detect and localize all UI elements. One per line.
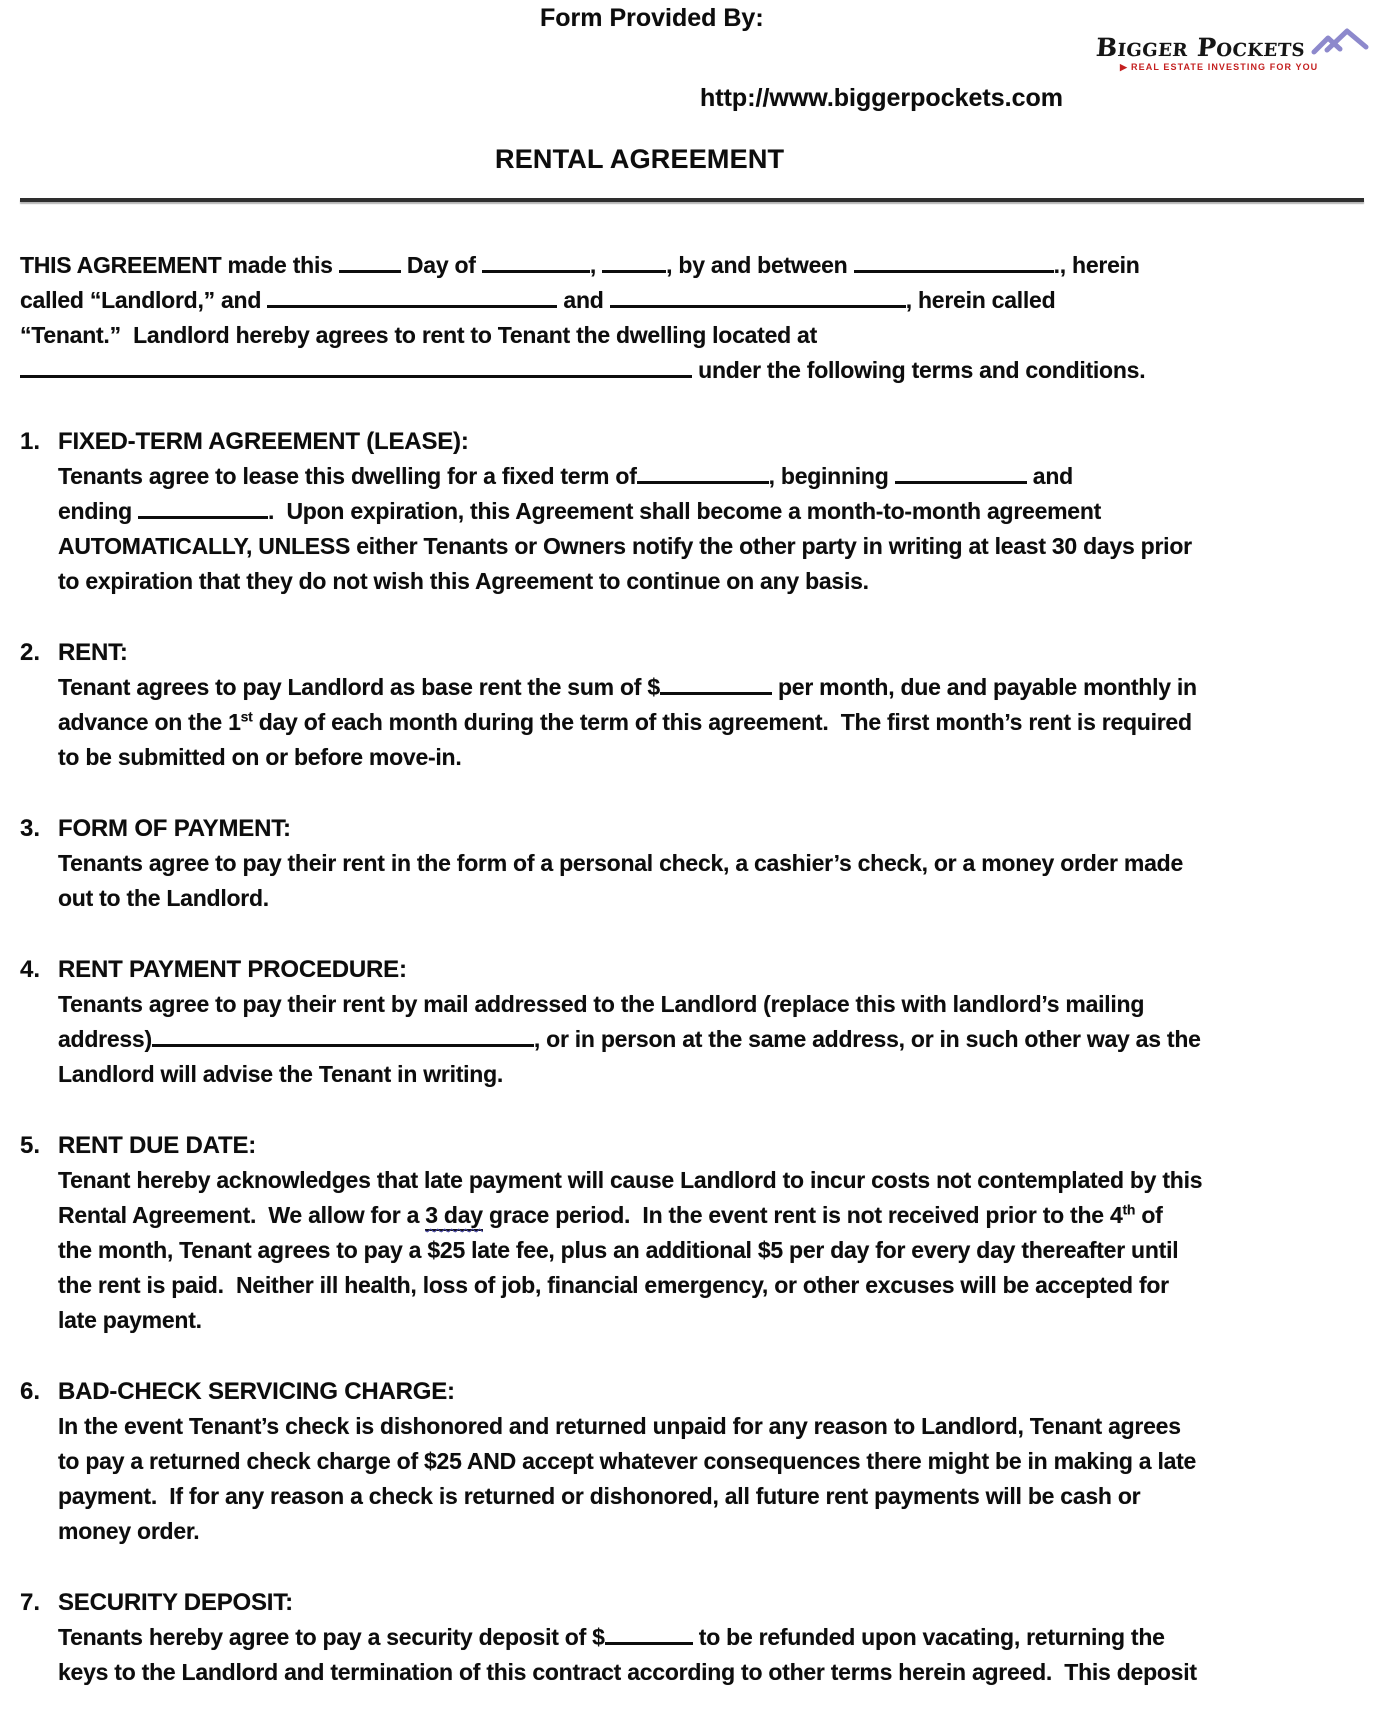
text-run: Tenants agree to pay their rent by mail addressed to the Landlord (replace this with landlord’s mailing xyxy=(58,991,1145,1017)
body-line xyxy=(20,248,1366,283)
text-run: money order. xyxy=(58,1518,200,1544)
title-divider xyxy=(20,198,1364,202)
blank-field xyxy=(854,267,1054,273)
body-line xyxy=(58,987,1366,1022)
body-line xyxy=(58,494,1366,529)
section-number: 1. xyxy=(20,428,41,455)
body-line xyxy=(58,1303,1366,1338)
section-heading-row xyxy=(20,1585,1366,1620)
body-line xyxy=(58,529,1366,564)
section-heading-row xyxy=(20,424,1366,459)
section-heading: RENT DUE DATE: xyxy=(58,1132,257,1159)
superscript: st xyxy=(240,708,253,725)
body-line xyxy=(58,1022,1366,1057)
text-run: , or in person at the same address, or in such other way as the xyxy=(533,1026,1201,1052)
blank-field xyxy=(605,1639,693,1645)
blank-field xyxy=(895,478,1027,484)
section-heading: FORM OF PAYMENT: xyxy=(58,815,291,842)
text-run: keys to the Landlord and termination of this contract according to other terms herein agreed. This deposit xyxy=(58,1659,1197,1685)
section-body xyxy=(58,1163,1366,1338)
blank-field xyxy=(482,267,590,273)
body-line xyxy=(58,740,1366,775)
document-header xyxy=(0,0,1386,202)
section-number: 7. xyxy=(20,1589,41,1616)
section-body xyxy=(58,459,1366,599)
body-line xyxy=(58,459,1366,494)
section-number: 3. xyxy=(20,815,41,842)
section-heading: FIXED-TERM AGREEMENT (LEASE): xyxy=(58,428,469,455)
tagline-arrow-icon: ▶ xyxy=(1120,62,1129,72)
section-heading: BAD-CHECK SERVICING CHARGE: xyxy=(58,1378,455,1405)
agreement-section xyxy=(20,635,1366,775)
text-run: Tenant agrees to pay Landlord as base rent the sum of $ xyxy=(58,674,660,700)
text-run: , xyxy=(589,252,603,278)
form-provided-by-label: Form Provided By: xyxy=(540,4,764,32)
text-run: under the following terms and conditions. xyxy=(692,357,1146,383)
text-run: , beginning xyxy=(768,463,895,489)
text-run: “Tenant.” Landlord hereby agrees to rent to Tenant the dwelling located at xyxy=(20,322,817,348)
blank-field xyxy=(602,267,666,273)
text-run: and xyxy=(1026,463,1073,489)
section-number: 5. xyxy=(20,1132,41,1159)
body-line xyxy=(58,846,1366,881)
text-run: advance on the 1 xyxy=(58,709,241,735)
document-body xyxy=(0,248,1386,1690)
roof-icon xyxy=(1311,26,1369,61)
text-run: ., herein xyxy=(1053,252,1140,278)
blank-field xyxy=(152,1041,534,1047)
body-line xyxy=(58,1057,1366,1092)
section-heading-row xyxy=(20,1128,1366,1163)
website-url: http://www.biggerpockets.com xyxy=(700,84,1063,112)
agreement-section xyxy=(20,424,1366,599)
section-heading-row xyxy=(20,811,1366,846)
body-line xyxy=(58,881,1366,916)
text-run: day of each month during the term of this agreement. The first month’s rent is required xyxy=(252,709,1192,735)
section-body xyxy=(58,670,1366,775)
blank-field xyxy=(138,513,268,519)
section-heading-row xyxy=(20,635,1366,670)
superscript: th xyxy=(1122,1201,1136,1218)
text-run: Rental Agreement. We allow for a xyxy=(58,1202,426,1228)
body-line xyxy=(20,353,1366,388)
blank-field xyxy=(339,267,401,273)
body-line xyxy=(58,1233,1366,1268)
text-run: called “Landlord,” and xyxy=(20,287,268,313)
body-line xyxy=(20,283,1366,318)
agreement-section xyxy=(20,952,1366,1092)
text-run: out to the Landlord. xyxy=(58,885,269,911)
text-run: In the event Tenant’s check is dishonored and returned unpaid for any reason to Landlord, Tenant agrees xyxy=(58,1413,1181,1439)
section-heading: RENT PAYMENT PROCEDURE: xyxy=(58,956,407,983)
body-line xyxy=(58,564,1366,599)
blank-field xyxy=(20,372,692,378)
blank-field xyxy=(610,302,906,308)
text-run: to pay a returned check charge of $25 AND accept whatever consequences there might be in making a late xyxy=(58,1448,1197,1474)
text-run: ending xyxy=(58,498,139,524)
body-line xyxy=(58,1163,1366,1198)
section-body xyxy=(58,846,1366,916)
text-run: Tenants agree to lease this dwelling for a fixed term of xyxy=(58,463,637,489)
text-run: address) xyxy=(58,1026,152,1052)
text-run: . Upon expiration, this Agreement shall become a month-to-month agreement xyxy=(268,498,1102,524)
body-line xyxy=(58,1514,1366,1549)
text-run: Tenant hereby acknowledges that late payment will cause Landlord to incur costs not contemplated by this xyxy=(58,1167,1203,1193)
text-run: to be refunded upon vacating, returning the xyxy=(692,1624,1165,1650)
intro-paragraph xyxy=(20,248,1366,388)
body-line xyxy=(58,1479,1366,1514)
blank-field xyxy=(637,478,769,484)
text-run: to expiration that they do not wish this Agreement to continue on any basis. xyxy=(58,568,869,594)
text-run: per month, due and payable monthly in xyxy=(771,674,1197,700)
agreement-section xyxy=(20,1585,1366,1690)
text-run: , by and between xyxy=(666,252,854,278)
text-run: payment. If for any reason a check is returned or dishonored, all future rent payments will be cash or xyxy=(58,1483,1141,1509)
agreement-section xyxy=(20,811,1366,916)
text-run: AUTOMATICALLY, UNLESS either Tenants or Owners notify the other party in writing at least 30 days prior xyxy=(58,533,1192,559)
section-number: 4. xyxy=(20,956,41,983)
underlined-text: 3 day xyxy=(425,1202,483,1231)
section-body xyxy=(58,987,1366,1092)
section-heading: RENT: xyxy=(58,639,128,666)
body-line xyxy=(58,1409,1366,1444)
section-body xyxy=(58,1409,1366,1549)
body-line xyxy=(58,1620,1366,1655)
page-title: RENTAL AGREEMENT xyxy=(495,144,785,174)
text-run: of xyxy=(1135,1202,1163,1228)
body-line xyxy=(58,1268,1366,1303)
section-number: 6. xyxy=(20,1378,41,1405)
text-run: Tenants hereby agree to pay a security deposit of $ xyxy=(58,1624,605,1650)
text-run: the month, Tenant agrees to pay a $25 late fee, plus an additional $5 per day for every day thereafter until xyxy=(58,1237,1179,1263)
text-run: and xyxy=(557,287,610,313)
text-run: grace period. In the event rent is not received prior to the 4 xyxy=(482,1202,1123,1228)
text-run: Day of xyxy=(400,252,482,278)
body-line xyxy=(20,318,1366,353)
section-number: 2. xyxy=(20,639,41,666)
body-line xyxy=(58,705,1366,740)
text-run: the rent is paid. Neither ill health, loss of job, financial emergency, or other excuses will be accepted for xyxy=(58,1272,1169,1298)
blank-field xyxy=(267,302,557,308)
agreement-section xyxy=(20,1128,1366,1338)
biggerpockets-logo xyxy=(1096,26,1326,73)
text-run: to be submitted on or before move-in. xyxy=(58,744,462,770)
logo-tagline: ▶ REAL ESTATE INVESTING FOR YOU xyxy=(1120,62,1319,72)
body-line xyxy=(58,670,1366,705)
text-run: , herein called xyxy=(905,287,1056,313)
text-run: Landlord will advise the Tenant in writing. xyxy=(58,1061,504,1087)
logo-text: Bigger Pockets xyxy=(1095,33,1307,62)
section-heading: SECURITY DEPOSIT: xyxy=(58,1589,293,1616)
agreement-section xyxy=(20,1374,1366,1549)
blank-field xyxy=(660,689,772,695)
section-heading-row xyxy=(20,952,1366,987)
body-line xyxy=(58,1198,1366,1233)
sections-list xyxy=(20,424,1366,1690)
text-run: late payment. xyxy=(58,1307,202,1333)
section-heading-row xyxy=(20,1374,1366,1409)
text-run: THIS AGREEMENT made this xyxy=(20,252,339,278)
body-line xyxy=(58,1444,1366,1479)
section-body xyxy=(58,1620,1366,1690)
text-run: Tenants agree to pay their rent in the form of a personal check, a cashier’s check, or a money order made xyxy=(58,850,1183,876)
body-line xyxy=(58,1655,1366,1690)
